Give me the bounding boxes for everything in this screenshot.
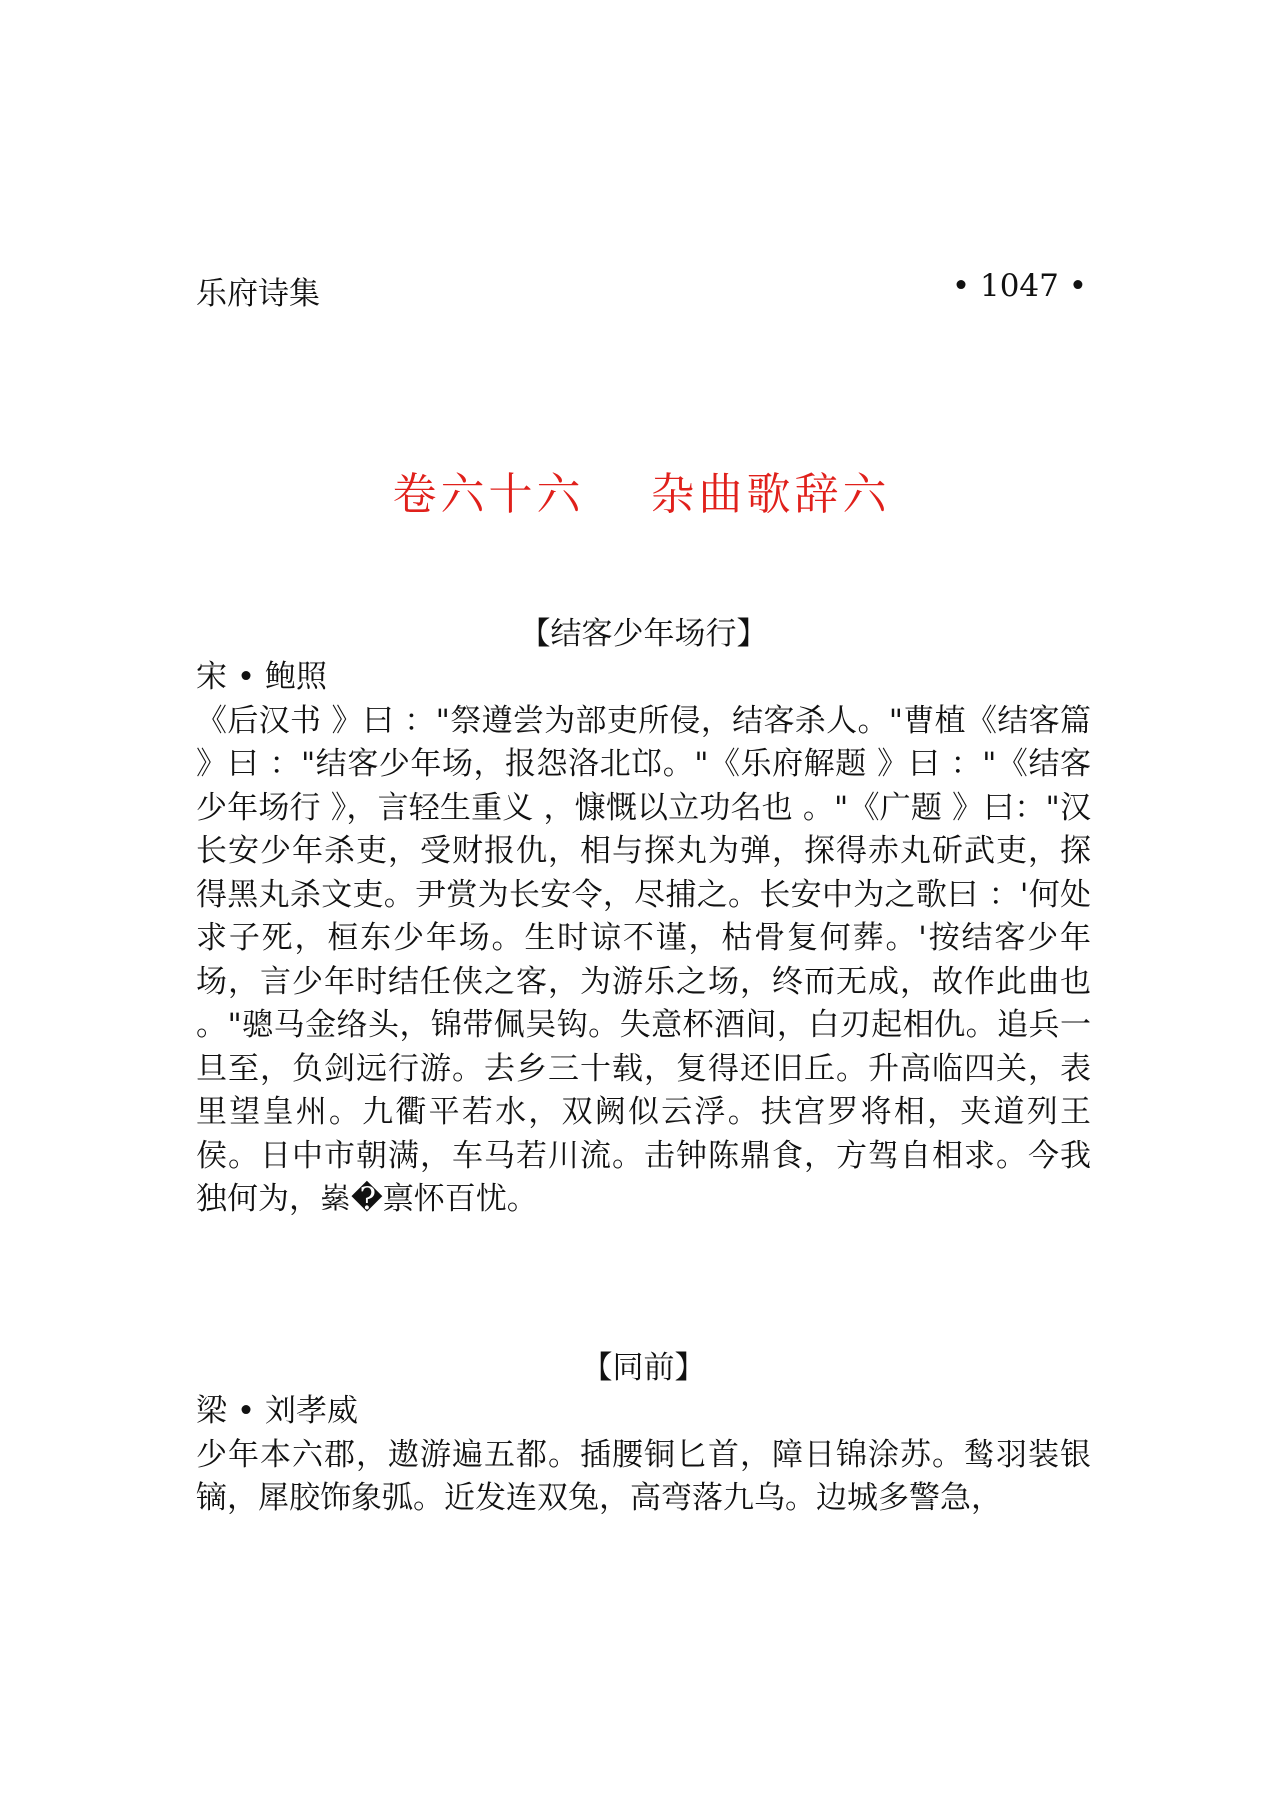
poem-title: 【同前】 — [581, 1350, 706, 1386]
chapter-title: 卷六十六 杂曲歌辞六 — [392, 469, 891, 520]
poem-title: 【结客少年场行】 — [519, 616, 768, 652]
page-number: • 1047 • — [951, 268, 1087, 304]
poem-author: 梁 • 刘孝威 — [196, 1393, 358, 1429]
poem-text: 少年本六郡，遨游遍五都。插腰铜匕首，障日锦涂苏。鹙羽装银镝，犀胶饰象弧。近发连双兔，高弯落九乌。边城多警急， — [196, 1436, 1091, 1516]
poem-block — [196, 1346, 1091, 1521]
poem-text: 《后汉书 》曰 ："祭遵尝为部吏所侵，结客杀人。"曹植《结客篇 》曰 ："结客少年场，报怨洛北邙。"《乐府解题 》曰 ："《结客少年场行 》，言轻生重义 ，慷慨以立功名也 。"《广题 》曰："汉长安少年杀吏，受财报仇，相与探丸为弹，探得赤丸斫武吏，探得黑丸杀文吏。尹赏为长安令，尽捕之。长安中为之歌曰 ：'何处求子死，桓东少年场。生时谅不谨，枯骨复何葬。'按结客少年场，言少年时结任侠之客，为游乐之场，终而无成，故作此曲也 。"骢马金络头，锦带佩吴钩。失意杯酒间，白刃起相仇。追兵一旦至，负剑远行游。去乡三十载，复得还旧丘。升高临四关，表里望皇州。九衢平若水，双阙似云浮。扶宫罗将相，夹道列王侯。日中市朝满，车马若川流。击钟陈鼎食，方驾自相求。今我独何为，𡼊�禀怀百忧。 — [196, 702, 1091, 1217]
book-title: 乐府诗集 — [196, 276, 320, 312]
poem-block — [196, 612, 1091, 1222]
page-header — [196, 268, 1087, 312]
poem-author: 宋 • 鲍照 — [196, 659, 327, 695]
